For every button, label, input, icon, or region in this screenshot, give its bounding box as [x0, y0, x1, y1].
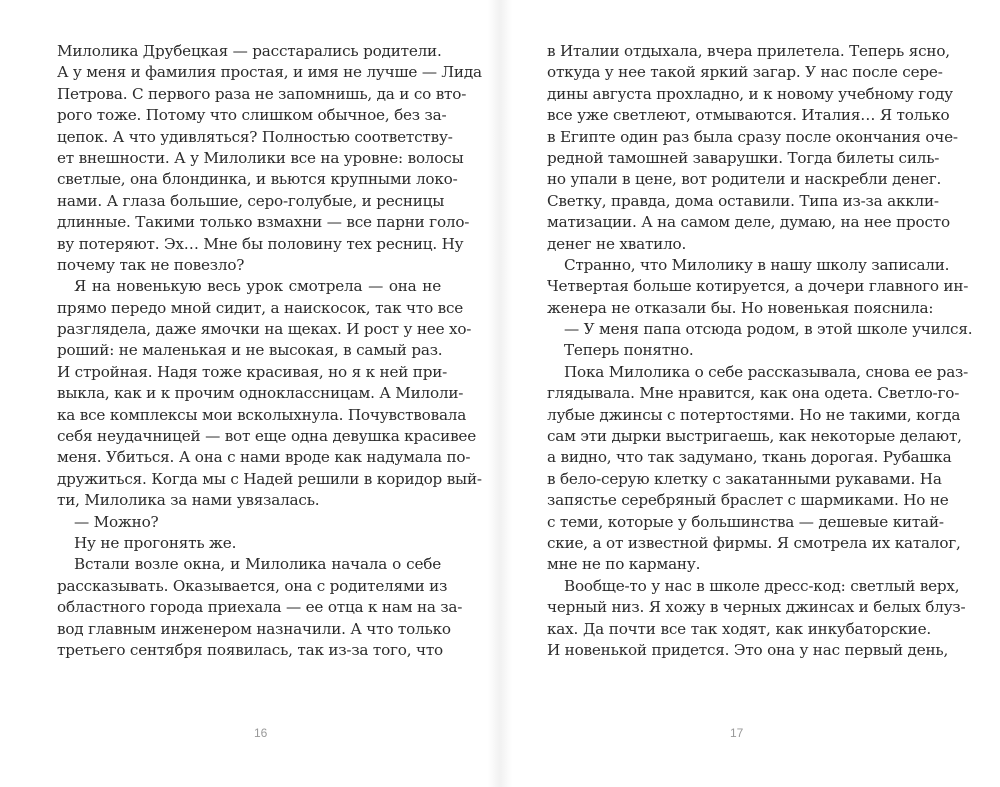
text-line: Я на новенькую весь урок смотрела — она не [74, 277, 441, 296]
text-line: но упали в цене, вот родители и наскребли денег. [547, 170, 942, 189]
text-line: цепок. А что удивляться? Полностью соответству- [57, 127, 453, 146]
text-line: дины августа прохладно, и к новому учебному году [547, 84, 953, 103]
text-line: Странно, что Милолику в нашу школу записали. [564, 255, 950, 274]
text-line: ках. Да почти все так ходят, как инкубаторские. [547, 619, 931, 638]
text-line: рого тоже. Потому что слишком обычное, без за- [57, 106, 447, 125]
text-line: вод главным инженером назначили. А что только [57, 619, 451, 638]
book-gutter [488, 0, 512, 787]
text-line: черный низ. Я хожу в черных джинсах и белых блуз- [547, 598, 966, 617]
text-line: роший: не маленькая и не высокая, в самый раз. [57, 341, 443, 360]
text-line: все уже светлеют, отмываются. Италия… Я только [547, 106, 950, 125]
text-line: Пока Милолика о себе рассказывала, снова ее раз- [564, 362, 969, 381]
text-line: с теми, которые у большинства — дешевые китай- [547, 512, 944, 531]
text-line: в бело-серую клетку с закатанными рукавами. На [547, 469, 942, 488]
text-line: И стройная. Надя тоже красивая, но я к ней при- [57, 362, 448, 381]
text-line: ву потеряют. Эх… Мне бы половину тех ресниц. Ну [57, 234, 464, 253]
text-line: рассказывать. Оказывается, она с родителями из [57, 576, 448, 595]
text-line: в Италии отдыхала, вчера прилетела. Теперь ясно, [547, 42, 950, 60]
text-line: себя неудачницей — вот еще одна девушка красивее [57, 427, 476, 446]
text-line: а видно, что так задумано, ткань дорогая. Рубашка [547, 448, 952, 467]
text-line: редной тамошней заварушки. Тогда билеты силь- [547, 148, 940, 167]
text-line: Вообще-то у нас в школе дресс-код: светлый верх, [564, 576, 960, 595]
text-line: разглядела, даже ямочки на щеках. И рост у нее хо- [57, 320, 472, 339]
text-line: Милолика Друбецкая — расстарались родители. [57, 42, 442, 60]
page-number-left: 16 [254, 726, 268, 740]
text-line: выкла, как и к прочим одноклассницам. А Милоли- [57, 384, 464, 403]
text-line: женера не отказали бы. Но новенькая пояснила: [547, 298, 934, 317]
text-line: откуда у нее такой яркий загар. У нас после сере- [547, 63, 943, 82]
text-line: ти, Милолика за нами увязалась. [57, 491, 320, 510]
text-line: — Можно? [74, 512, 159, 531]
text-line: меня. Убиться. А она с нами вроде как надумала по- [57, 448, 471, 467]
text-line: в Египте один раз была сразу после окончания оче- [547, 127, 958, 146]
text-line: денег не хватило. [547, 234, 687, 253]
text-line: почему так не повезло? [57, 255, 245, 274]
text-line: мне не по карману. [547, 555, 701, 574]
text-line: Встали возле окна, и Милолика начала о себе [74, 555, 441, 574]
text-line: нами. А глаза большие, серо-голубые, и ресницы [57, 191, 445, 210]
text-line: глядывала. Мне нравится, как она одета. Светло-го- [547, 384, 960, 403]
right-page-text [547, 41, 973, 661]
text-line: дружиться. Когда мы с Надей решили в коридор вый- [57, 469, 482, 488]
text-line: А у меня и фамилия простая, и имя не лучше — Лида [57, 63, 482, 82]
text-line: светлые, она блондинка, и вьются крупными локо- [57, 170, 458, 189]
text-line: ские, а от известной фирмы. Я смотрела их каталог, [547, 533, 961, 552]
text-line: Петрова. С первого раза не запомнишь, да и со вто- [57, 84, 467, 103]
text-line: лубые джинсы с потертостями. Но не такими, когда [547, 405, 961, 424]
text-line: ка все комплексы мои всколыхнула. Почувствовала [57, 405, 467, 424]
text-line: ет внешности. А у Милолики все на уровне: волосы [57, 148, 464, 167]
text-line: длинные. Такими только взмахни — все парни голо- [57, 213, 470, 232]
text-line: сам эти дырки выстригаешь, как некоторые делают, [547, 427, 962, 446]
page-number-right: 17 [730, 726, 744, 740]
text-line: областного города приехала — ее отца к нам на за- [57, 598, 463, 617]
text-line: И новенькой придется. Это она у нас первый день, [547, 640, 949, 659]
text-line: запястье серебряный браслет с шармиками. Но не [547, 491, 949, 510]
text-line: — У меня папа отсюда родом, в этой школе учился. [564, 320, 973, 339]
text-line: Ну не прогонять же. [74, 533, 237, 552]
text-line: Теперь понятно. [564, 341, 694, 360]
left-page-text [57, 41, 482, 661]
text-line: третьего сентября появилась, так из-за того, что [57, 640, 443, 659]
text-line: Четвертая больше котируется, а дочери главного ин- [547, 277, 969, 296]
text-line: прямо передо мной сидит, а наискосок, так что все [57, 298, 464, 317]
text-line: матизации. А на самом деле, думаю, на нее просто [547, 213, 950, 232]
text-line: Светку, правда, дома оставили. Типа из-за аккли- [547, 191, 939, 210]
